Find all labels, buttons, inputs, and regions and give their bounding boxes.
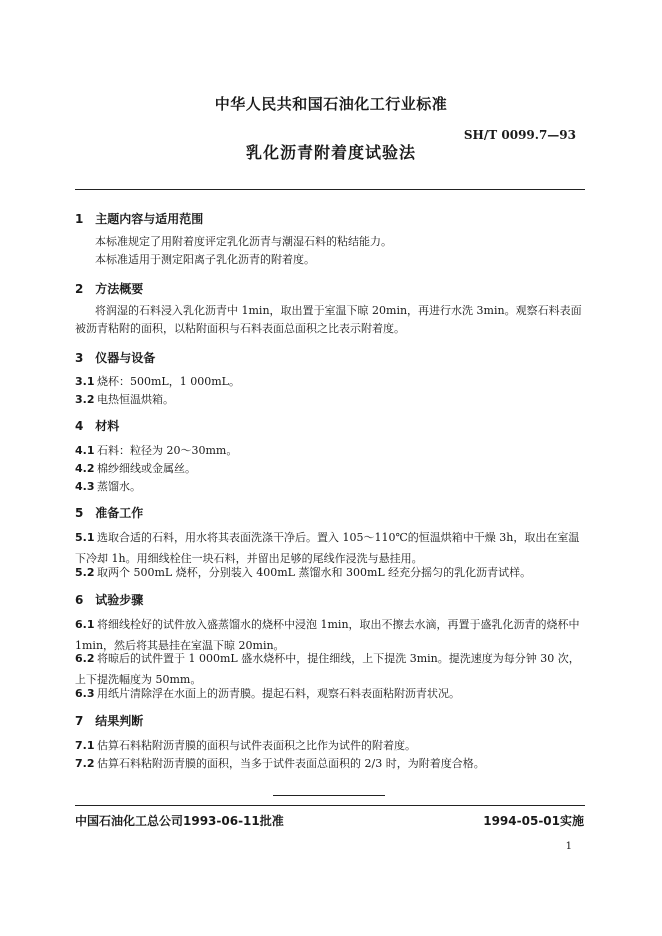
section-3-heading (75, 349, 155, 366)
list-item (75, 683, 585, 704)
section-number: 4 (75, 419, 84, 433)
section-1-paragraph-1: 本标准规定了用附着度评定乳化沥青与潮湿石料的粘结能力。 (95, 235, 392, 248)
item-text: 棉纱细线或金属丝。 (97, 462, 196, 475)
section-4-heading (75, 417, 119, 434)
section-7-heading (75, 712, 143, 729)
implementation-line: 1994-05-01实施 (483, 814, 584, 828)
section-number: 5 (75, 506, 84, 520)
section-title: 材料 (95, 419, 120, 433)
item-text: 石料：粒径为 20～30mm。 (97, 444, 238, 457)
item-text: 将细线栓好的试件放入盛蒸馏水的烧杯中浸泡 1min，取出不擦去水滴，再置于盛乳化沥青的烧杯中 1min，然后将其悬挂在室温下晾 20min。 (75, 618, 580, 652)
section-2-paragraph: 将润湿的石料浸入乳化沥青中 1min，取出置于室温下晾 20min，再进行水洗 3min。观察石料表面被沥青粘附的面积，以粘附面积与石料表面总面积之比表示附着度。 (75, 304, 582, 335)
item-number: 3.2 (75, 393, 95, 406)
item-number: 6.2 (75, 652, 95, 665)
section-number: 7 (75, 714, 84, 728)
org-title: 中华人民共和国石油化工行业标准 (214, 95, 448, 113)
section-number: 1 (75, 212, 84, 226)
section-title: 结果判断 (95, 714, 144, 728)
header-divider (75, 189, 585, 190)
item-number: 6.3 (75, 687, 95, 700)
item-text: 选取合适的石料，用水将其表面洗涤干净后。置入 105～110℃的恒温烘箱中干燥 3h，取出在室温下冷却 1h。用细线栓住一块石料，并留出足够的尾线作浸洗与悬挂用。 (75, 531, 580, 565)
section-1-heading (75, 210, 203, 227)
section-1-paragraph-2: 本标准适用于测定阳离子乳化沥青的附着度。 (95, 253, 315, 266)
item-number: 4.2 (75, 462, 95, 475)
section-end-divider (273, 795, 385, 796)
footer-divider (75, 805, 585, 806)
section-title: 主题内容与适用范围 (95, 212, 204, 226)
list-item (75, 476, 585, 497)
section-number: 3 (75, 351, 84, 365)
item-number: 6.1 (75, 618, 95, 631)
section-5-heading (75, 504, 143, 521)
item-number: 3.1 (75, 375, 95, 388)
item-text: 烧杯：500mL，1 000mL。 (97, 375, 240, 388)
item-text: 电热恒温烘箱。 (97, 393, 174, 406)
standard-code: SH/T 0099.7—93 (463, 128, 576, 142)
list-item (75, 562, 585, 583)
section-title: 仪器与设备 (95, 351, 156, 365)
document-title: 乳化沥青附着度试验法 (245, 143, 416, 162)
item-number: 5.1 (75, 531, 95, 544)
list-item (75, 753, 585, 774)
item-number: 7.2 (75, 757, 95, 770)
item-text: 蒸馏水。 (97, 480, 141, 493)
section-2-heading (75, 280, 143, 297)
list-item (75, 389, 585, 410)
item-number: 4.1 (75, 444, 95, 457)
section-title: 准备工作 (95, 506, 144, 520)
approval-line: 中国石油化工总公司1993-06-11批准 (75, 814, 284, 828)
item-text: 用纸片清除浮在水面上的沥青膜。提起石料，观察石料表面粘附沥青状况。 (97, 687, 460, 700)
item-text: 将晾后的试件置于 1 000mL 盛水烧杯中，提住细线，上下提洗 3min。提洗速度为每分钟 30 次，上下提洗幅度为 50mm。 (75, 652, 580, 686)
item-text: 估算石料粘附沥青膜的面积与试件表面积之比作为试件的附着度。 (97, 739, 416, 752)
section-title: 试验步骤 (95, 593, 144, 607)
section-title: 方法概要 (95, 282, 144, 296)
item-number: 7.1 (75, 739, 95, 752)
section-number: 6 (75, 593, 84, 607)
section-number: 2 (75, 282, 84, 296)
item-text: 取两个 500mL 烧杯，分别装入 400mL 蒸馏水和 300mL 经充分摇匀的乳化沥青试样。 (97, 566, 532, 579)
item-number: 4.3 (75, 480, 95, 493)
section-6-heading (75, 591, 143, 608)
item-number: 5.2 (75, 566, 95, 579)
page-number: 1 (565, 841, 572, 852)
item-text: 估算石料粘附沥青膜的面积，当多于试件表面总面积的 2/3 时，为附着度合格。 (97, 757, 485, 770)
